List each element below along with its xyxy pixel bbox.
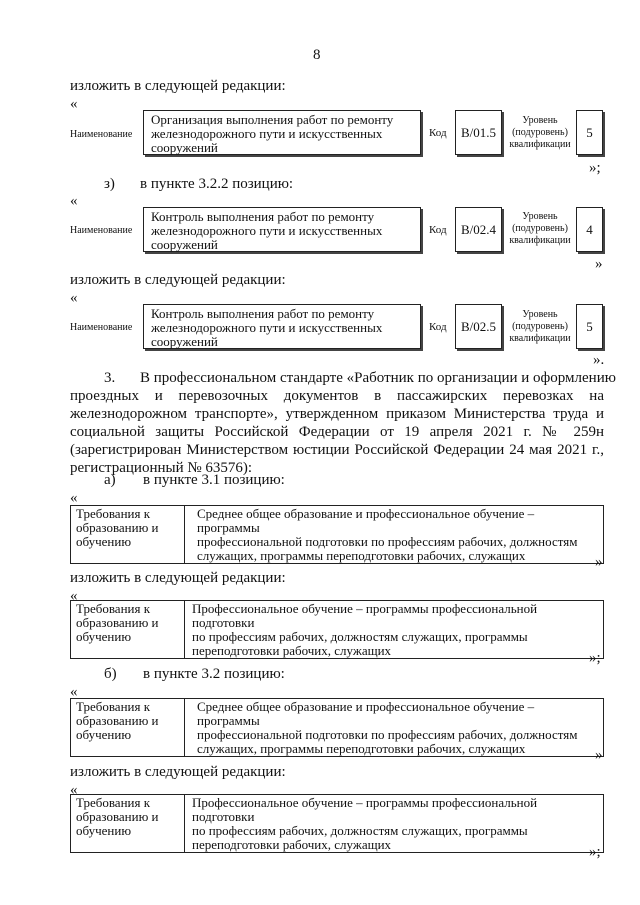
text-line: профессиональной подготовки по профессиям рабочих, должностям [197, 534, 578, 549]
level-label-line: квалификации [509, 139, 571, 150]
name-line: сооружений [151, 140, 218, 155]
block-heading: в пункте 3.2 позицию: [143, 666, 285, 682]
close-quote: » [595, 747, 603, 763]
text-line: по профессиям рабочих, должностям служащих, программы [192, 823, 528, 838]
text-line: Среднее общее образование и профессиональное обучение – программы [197, 699, 535, 728]
open-quote: « [70, 588, 78, 604]
section-paragraph [70, 369, 616, 477]
paragraph-line: социальной защиты Российской Федерации от 19 апреля 2021 г. № 259н [70, 424, 604, 440]
close-quote: »; [589, 160, 601, 176]
level-label [505, 211, 575, 247]
requirements-table [70, 794, 604, 853]
name-line: Организация выполнения работ по ремонту [151, 112, 394, 127]
level-label-line: Уровень [522, 115, 558, 126]
requirements-text-cell [185, 601, 604, 659]
level-label-line: Уровень [522, 309, 558, 320]
requirements-text-cell [185, 699, 604, 757]
name-line: сооружений [151, 237, 218, 252]
code-label: Код [429, 127, 447, 139]
item-letter: а) [104, 472, 116, 488]
label-line: Требования к [76, 699, 151, 714]
work-function-name-box [143, 304, 421, 349]
section-number: 3. [104, 370, 116, 386]
text-line: по профессиям рабочих, должностям служащих, программы [192, 629, 528, 644]
level-box [576, 304, 603, 349]
label-line: образованию и [76, 520, 159, 535]
label-line: образованию и [76, 615, 159, 630]
name-label: Наименование [70, 322, 133, 333]
code-label: Код [429, 321, 447, 333]
level-label-line: квалификации [509, 333, 571, 344]
code-value: В/01.5 [460, 125, 497, 140]
block-heading: в пункте 3.1 позицию: [143, 472, 285, 488]
work-function-name-box [143, 207, 421, 252]
level-label-line: (подуровень) [512, 127, 568, 138]
text-line: переподготовки рабочих, служащих [192, 837, 392, 852]
open-quote: « [70, 684, 78, 700]
level-value: 4 [586, 222, 593, 237]
close-quote: »; [589, 650, 601, 666]
open-quote: « [70, 782, 78, 798]
name-line: сооружений [151, 334, 218, 349]
name-line: железнодорожного пути и искусственных [151, 126, 383, 141]
paragraph-line: (зарегистрирован Министерством юстиции Российской Федерации 24 мая 2021 г., [70, 442, 604, 458]
code-box [455, 304, 502, 349]
requirements-text-cell [185, 506, 604, 564]
text-line: профессиональной подготовки по профессиям рабочих, должностям [197, 727, 578, 742]
label-line: Требования к [76, 601, 151, 616]
requirements-table [70, 505, 604, 564]
label-line: обучению [76, 534, 132, 549]
level-label [505, 309, 575, 345]
name-line: железнодорожного пути и искусственных [151, 320, 383, 335]
paragraph-line: проездных и перевозочных документов в пассажирских перевозках на [70, 388, 604, 404]
block-heading: изложить в следующей редакции: [70, 78, 286, 94]
name-line: железнодорожного пути и искусственных [151, 223, 383, 238]
level-box [576, 110, 603, 155]
level-label-line: (подуровень) [512, 223, 568, 234]
label-line: Требования к [76, 506, 151, 521]
code-label: Код [429, 224, 447, 236]
open-quote: « [70, 96, 78, 112]
label-line: обучению [76, 823, 132, 838]
open-quote: « [70, 193, 78, 209]
open-quote: « [70, 290, 78, 306]
close-quote: » [595, 256, 603, 272]
label-line: образованию и [76, 809, 159, 824]
level-value: 5 [586, 319, 593, 334]
text-line: Среднее общее образование и профессиональное обучение – программы [197, 506, 535, 535]
requirements-table [70, 600, 604, 659]
requirements-text-cell [185, 795, 604, 853]
text-line: служащих, программы переподготовки рабочих, служащих [197, 741, 526, 756]
label-line: обучению [76, 629, 132, 644]
item-letter: б) [104, 666, 117, 682]
level-box [576, 207, 603, 252]
work-function-name-box [143, 110, 421, 155]
close-quote: ». [593, 352, 605, 368]
text-line: Профессиональное обучение – программы профессиональной подготовки [192, 601, 538, 630]
paragraph-line: В профессиональном стандарте «Работник по организации и оформлению [140, 370, 616, 386]
name-line: Контроль выполнения работ по ремонту [151, 306, 375, 321]
text-line: переподготовки рабочих, служащих [192, 643, 392, 658]
label-line: обучению [76, 727, 132, 742]
name-line: Контроль выполнения работ по ремонту [151, 209, 375, 224]
paragraph-line: регистрационный № 63576): [70, 460, 253, 476]
level-label [505, 115, 575, 151]
close-quote: » [595, 554, 603, 570]
open-quote: « [70, 490, 78, 506]
name-label: Наименование [70, 225, 133, 236]
page-number: 8 [313, 47, 321, 63]
level-label-line: Уровень [522, 211, 558, 222]
block-heading: в пункте 3.2.2 позицию: [140, 176, 294, 192]
close-quote: »; [589, 844, 601, 860]
level-value: 5 [586, 125, 593, 140]
block-heading: изложить в следующей редакции: [70, 570, 286, 586]
paragraph-line: железнодорожном транспорте», утвержденном приказом Министерства труда и [70, 406, 604, 422]
name-label: Наименование [70, 129, 133, 140]
code-box [455, 110, 502, 155]
requirements-label-cell [71, 795, 185, 853]
block-heading: изложить в следующей редакции: [70, 272, 286, 288]
item-letter: з) [104, 176, 115, 192]
text-line: служащих, программы переподготовки рабочих, служащих [197, 548, 526, 563]
code-value: В/02.5 [460, 319, 497, 334]
requirements-table [70, 698, 604, 757]
level-label-line: (подуровень) [512, 321, 568, 332]
label-line: Требования к [76, 795, 151, 810]
label-line: образованию и [76, 713, 159, 728]
level-label-line: квалификации [509, 235, 571, 246]
requirements-label-cell [71, 506, 185, 564]
requirements-label-cell [71, 601, 185, 659]
code-box [455, 207, 502, 252]
text-line: Профессиональное обучение – программы профессиональной подготовки [192, 795, 538, 824]
code-value: В/02.4 [460, 222, 497, 237]
requirements-label-cell [71, 699, 185, 757]
block-heading: изложить в следующей редакции: [70, 764, 286, 780]
